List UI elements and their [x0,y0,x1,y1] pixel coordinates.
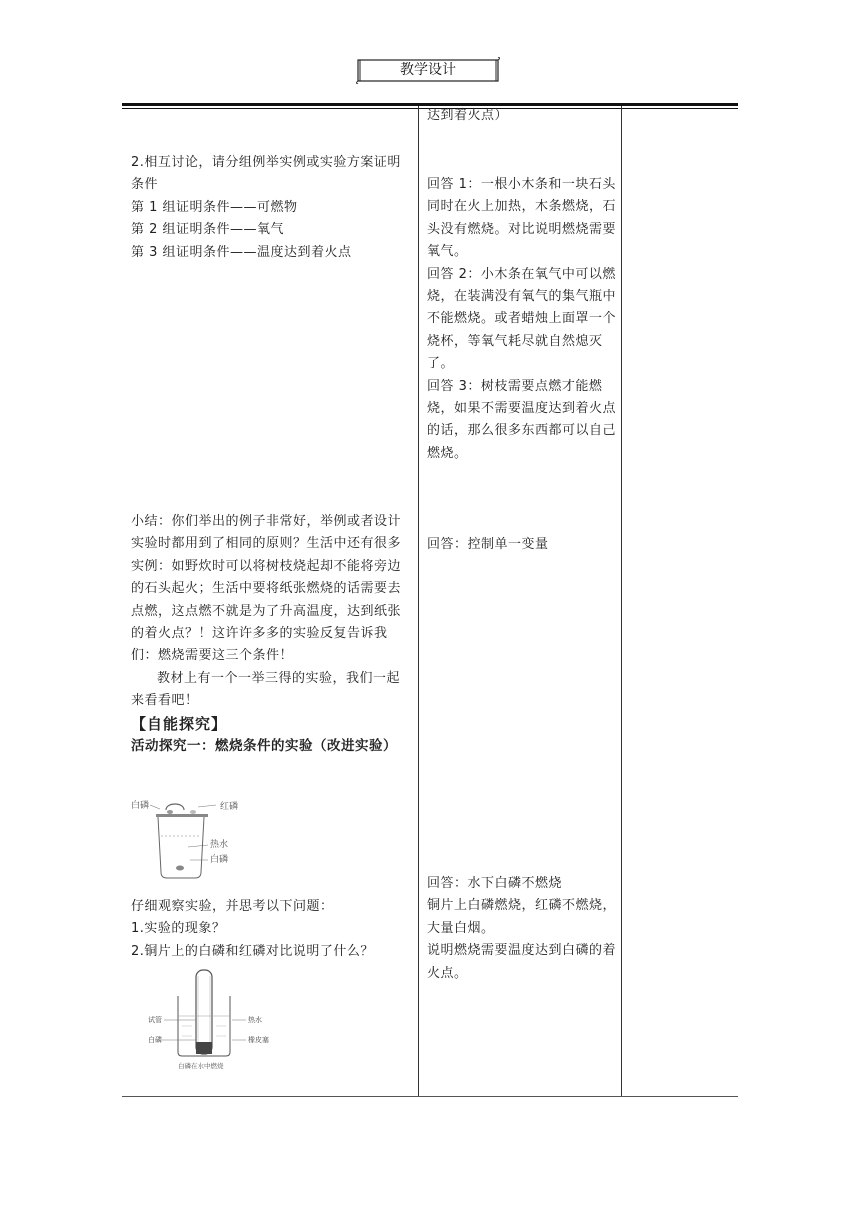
fig1-label-red-p: 红磷 [220,802,239,812]
answer-3: 回答 3：树枝需要点燃才能燃烧，如果不需要温度达到着火点的话，那么很多东西都可以自己燃烧。 [427,378,617,461]
fig1-label-white-p2: 白磷 [210,855,229,865]
figure-beaker-copper-plate [128,792,248,884]
answer-observation-3: 说明燃烧需要温度达到白磷的着火点。 [427,943,617,981]
questions-block [131,896,411,963]
group1-condition: 第 1 组证明条件——可燃物 [131,199,298,215]
fig1-label-white-p: 白磷 [131,801,150,811]
discussion-prompt: 2.相互讨论，请分组例举实例或实验方案证明条件 [131,155,401,193]
discussion-block [131,152,411,264]
summary-block [131,511,411,757]
fig2-label-test-tube: 试管 [148,1016,162,1024]
fig2-label-hot-water: 热水 [248,1016,262,1024]
question-1: 1.实验的现象？ [131,921,226,937]
intro-text: 教材上有一个一举三得的实验，我们一起来看看吧！ [131,670,401,709]
fig2-label-white-p: 白磷 [148,1036,162,1044]
activity-title: 活动探究一：燃烧条件的实验（改进实验） [131,738,397,755]
figure-test-tube-underwater [140,966,290,1074]
column-divider-1 [418,106,419,1096]
answer-1: 回答 1：一根小木条和一块石头同时在火上加热，木条燃烧，石头没有燃烧。对比说明燃烧需要氧气。 [427,177,617,260]
fig2-caption: 白磷在水中燃烧 [178,1062,224,1070]
column-divider-2 [621,106,622,1096]
group2-condition: 第 2 组证明条件——氧气 [131,222,285,238]
observe-prompt: 仔细观察实验，并思考以下问题： [131,899,334,914]
question-2: 2.铜片上的白磷和红磷对比说明了什么？ [131,943,374,959]
answer-control: 回答：控制单一变量 [427,537,549,552]
top-fragment-text: 达到着火点） [427,108,509,123]
answer-2: 回答 2：小木条在氧气中可以燃烧，在装满没有氧气的集气瓶中不能燃烧。或者蜡烛上面罩一个烧杯，等氧气耗尽就自然熄灭了。 [427,266,617,372]
answer-observation-2: 铜片上白磷燃烧，红磷不燃烧，大量白烟。 [427,898,617,936]
answers-block [427,174,617,465]
top-fragment [427,105,617,127]
summary-text: 小结：你们举出的例子非常好，举例或者设计实验时都用到了相同的原则？生活中还有很多实例：如野炊时可以将树枝烧起却不能将旁边的石头起火；生活中要将纸张燃烧的话需要去点燃，这点燃不就是为了升高温度，达到纸张的着火点？！这许许多多的实验反复告诉我们：燃烧需要这三个条件！ [131,514,402,664]
page-title: 教学设计 [400,62,456,78]
bottom-rule [122,1096,738,1097]
answer-observation-1: 回答：水下白磷不燃烧 [427,876,563,891]
header-banner [354,57,502,84]
fig2-label-rubber-stopper: 橡皮塞 [248,1036,269,1044]
answer-observation-block [427,873,617,985]
group3-condition: 第 3 组证明条件——温度达到着火点 [131,244,352,260]
section-heading: 【自能探究】 [131,714,228,733]
fig1-label-hot-water: 热水 [210,840,229,850]
answer-control-block [427,534,617,556]
